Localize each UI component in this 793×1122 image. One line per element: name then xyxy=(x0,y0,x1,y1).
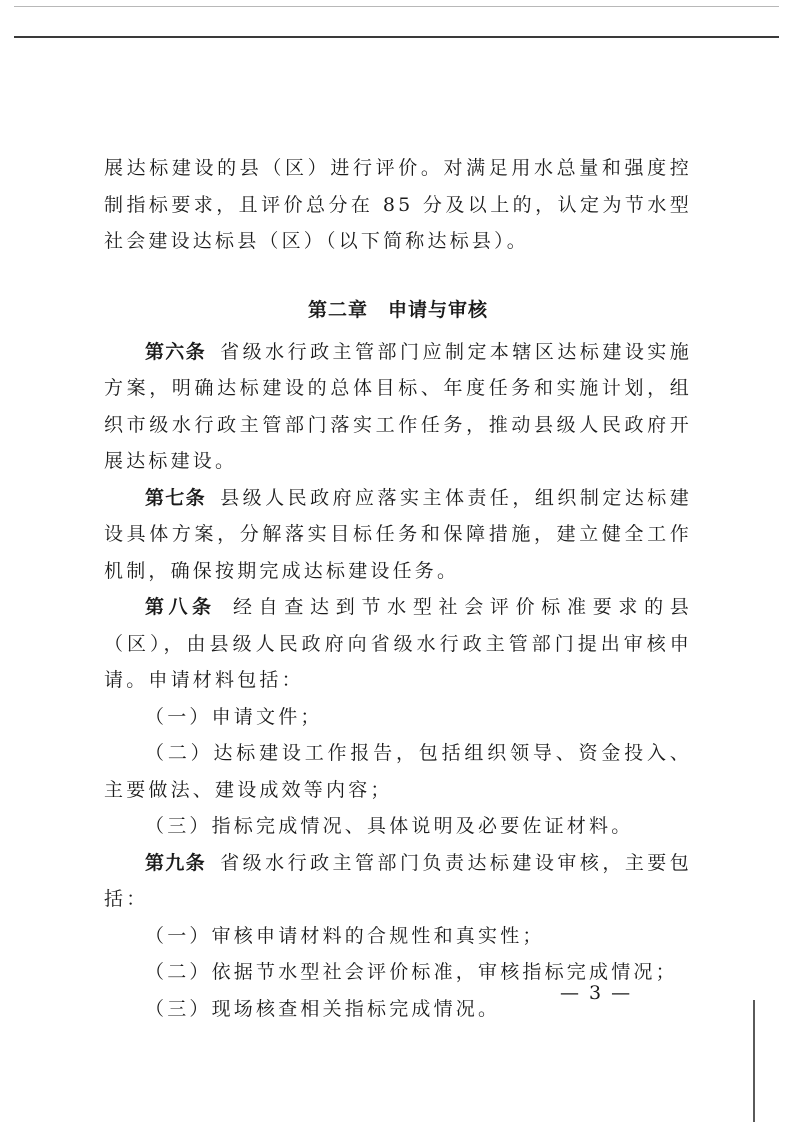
page-number: — 3 — xyxy=(560,982,633,1004)
article-text: 县级人民政府应落实主体责任，组织制定达标建设具体方案，分解落实目标任务和保障措施，建立健全工作机制，确保按期完成达标建设任务。 xyxy=(104,486,692,582)
article-8-item: （三）指标完成情况、具体说明及必要佐证材料。 xyxy=(145,815,634,837)
article-6 xyxy=(104,334,692,480)
article-7 xyxy=(104,480,692,590)
article-text: 省级水行政主管部门负责达标建设审核，主要包括： xyxy=(104,851,692,910)
article-8-item: （二）达标建设工作报告，包括组织领导、资金投入、主要做法、建设成效等内容； xyxy=(104,742,692,801)
scan-edge-line-right xyxy=(753,1000,755,1122)
article-9-item: （一）审核申请材料的合规性和真实性； xyxy=(145,924,545,947)
article-9 xyxy=(104,845,692,918)
article-label: 第九条 xyxy=(145,851,206,874)
chapter-title: 申请与审核 xyxy=(388,298,489,321)
article-8 xyxy=(104,589,692,699)
article-label: 第六条 xyxy=(145,340,206,363)
scan-edge-line xyxy=(14,6,779,7)
article-text: 省级水行政主管部门应制定本辖区达标建设实施方案，明确达标建设的总体目标、年度任务和实施计划，组织市级水行政主管部门落实工作任务，推动县级人民政府开展达标建设。 xyxy=(104,340,692,472)
intro-paragraph: 展达标建设的县（区）进行评价。对满足用水总量和强度控制指标要求，且评价总分在 85 分及以上的，认定为节水型社会建设达标县（区）（以下简称达标县）。 xyxy=(104,157,692,252)
article-9-item: （三）现场核查相关指标完成情况。 xyxy=(145,997,501,1020)
article-label: 第七条 xyxy=(145,486,206,509)
article-8-item: （一）申请文件； xyxy=(145,705,323,728)
chapter-number: 第二章 xyxy=(307,298,368,321)
chapter-heading xyxy=(104,292,692,328)
article-9-item: （二）依据节水型社会评价标准，审核指标完成情况； xyxy=(145,961,678,983)
document-body xyxy=(104,150,692,1027)
article-label: 第八条 xyxy=(145,596,216,618)
article-text: 经自查达到节水型社会评价标准要求的县（区），由县级人民政府向省级水行政主管部门提出审核申请。申请材料包括： xyxy=(104,596,692,691)
header-rule xyxy=(14,36,779,38)
